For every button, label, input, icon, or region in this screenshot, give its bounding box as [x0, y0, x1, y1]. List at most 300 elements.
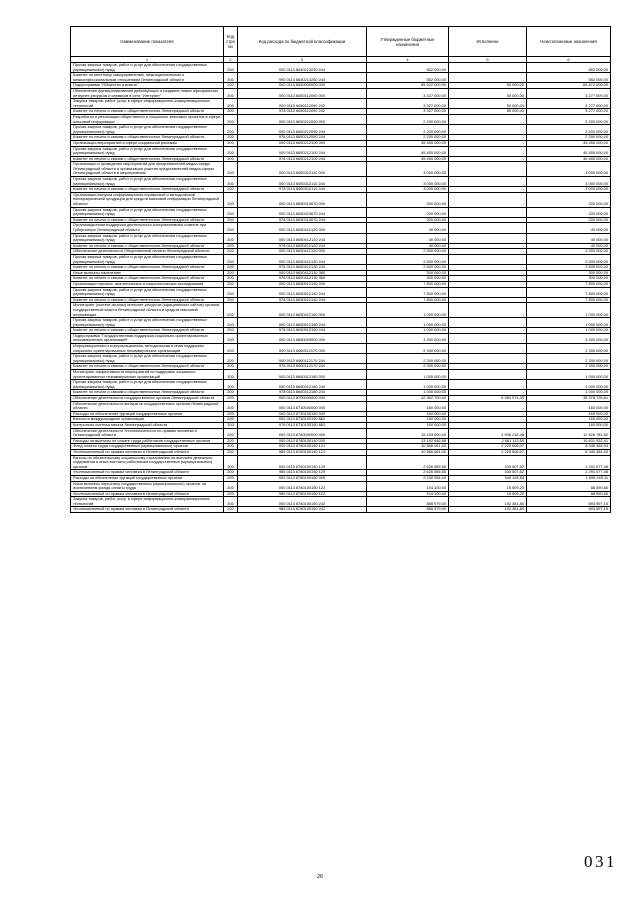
- row-line-code: 200: [224, 455, 238, 470]
- row-name: Комитет по местному самоуправлению, межнациональным и межконфессиональным отношениям Ленинградской области: [71, 73, 224, 83]
- row-name: Прочая закупка товаров, работ и услуг для обеспечения государственных (муниципальных) нужд: [71, 354, 224, 364]
- row-classification-code: 000 0113 6650000000 000: [238, 83, 367, 89]
- row-approved: 40 000,00: [367, 223, 449, 233]
- row-line-code: 200: [224, 396, 238, 402]
- row-line-code: 200: [224, 270, 238, 276]
- row-line-code: 200: [224, 192, 238, 207]
- row-name: Прочая закупка товаров, работ и услуг для обеспечения государственных (муниципальных) нужд: [71, 207, 224, 217]
- table-row: [71, 303, 611, 318]
- row-unexecuted: 45 455 000,00: [527, 140, 611, 146]
- row-approved: 552 000,00: [367, 63, 449, 73]
- row-name: Подпрограмма "Государственная поддержка социально ориентированных некоммерческих организаций": [71, 333, 224, 343]
- table-row: [71, 481, 611, 491]
- row-executed: -: [449, 417, 527, 423]
- row-line-code: 200: [224, 470, 238, 476]
- row-line-code: 200: [224, 344, 238, 354]
- row-executed: 2 225 606,07: [449, 449, 527, 455]
- row-classification-code: 000 0113 6660112170 244: [238, 354, 367, 364]
- row-line-code: 200: [224, 507, 238, 513]
- row-classification-code: 000 0113 6650212090 000: [238, 114, 367, 124]
- row-line-code: 200: [224, 475, 238, 481]
- row-name: Комитет по печати и связям с общественностью Ленинградской области: [71, 364, 224, 370]
- row-name: Прочая закупка товаров, работ и услуг для обеспечения государственных (муниципальных) нужд: [71, 63, 224, 73]
- row-approved: 3 327 000,00: [367, 88, 449, 98]
- row-unexecuted: 3 277 000,00: [527, 109, 611, 115]
- column-header-classification-code: Код расхода по бюджетной классификации: [238, 27, 367, 57]
- row-name: Прочая закупка товаров, работ и услуг для обеспечения государственных (муниципальных) нужд: [71, 318, 224, 328]
- row-approved: 160 000,00: [367, 401, 449, 411]
- row-name: Обеспечение деятельности Уполномоченного по правам человека в Ленинградской области: [71, 428, 224, 438]
- row-line-code: 200: [224, 390, 238, 396]
- row-classification-code: 990 0113 6640213250 244: [238, 73, 367, 83]
- row-unexecuted: 3 277 000,00: [527, 99, 611, 109]
- row-classification-code: 978 0113 6650512150 244: [238, 328, 367, 334]
- table-row: [71, 354, 611, 364]
- budget-execution-table: [70, 26, 611, 513]
- row-name: Мониторинг (контент-анализ) интернет-ресурсов (официальных сайтов) органов государственной власти Ленинградской области и средств массовой информации: [71, 303, 224, 318]
- row-classification-code: 978 0113 6650212100 244: [238, 156, 367, 162]
- row-classification-code: 000 0113 6780000000 000: [238, 428, 367, 438]
- row-line-code: 200: [224, 318, 238, 328]
- row-name: Обеспечение деятельности аппаратов государственных органов Ленинградской области: [71, 401, 224, 411]
- row-classification-code: 000 0113 6650212100 000: [238, 140, 367, 146]
- row-executed: -: [449, 63, 527, 73]
- row-line-code: 200: [224, 303, 238, 318]
- table-row: [71, 162, 611, 177]
- table-row: [71, 428, 611, 438]
- row-name: Расходы на обеспечение функций государственных органов: [71, 475, 224, 481]
- row-classification-code: 000 0113 6640213250 244: [238, 63, 367, 73]
- row-unexecuted: 1 000 000,00: [527, 370, 611, 380]
- row-approved: 3 327 000,00: [367, 99, 449, 109]
- row-name: Закупка товаров, работ, услуг в сфере информационно-коммуникационных технологий: [71, 99, 224, 109]
- row-line-code: 200: [224, 354, 238, 364]
- row-approved: 160 000,00: [367, 422, 449, 428]
- table-row: [71, 318, 611, 328]
- row-line-code: 200: [224, 364, 238, 370]
- column-number: 2: [224, 57, 238, 63]
- row-approved: 3 000 000,00: [367, 187, 449, 193]
- row-name: Комитет по печати и связям с общественностью Ленинградской области: [71, 135, 224, 141]
- row-name: Иные выплаты населению: [71, 270, 224, 276]
- table-row: [71, 344, 611, 354]
- row-unexecuted: 200 000,00: [527, 207, 611, 217]
- row-line-code: 200: [224, 417, 238, 423]
- table-row: [71, 88, 611, 98]
- row-name: Фонд оплаты труда государственных (муниципальных) органов: [71, 444, 224, 450]
- row-name: Комитет по печати и связям с общественностью Ленинградской области: [71, 297, 224, 303]
- row-executed: -: [449, 207, 527, 217]
- row-unexecuted: 200 000,00: [527, 192, 611, 207]
- row-executed: -: [449, 254, 527, 264]
- row-line-code: 200: [224, 73, 238, 83]
- row-line-code: 200: [224, 177, 238, 187]
- table-row: [71, 380, 611, 390]
- row-approved: 300 000,00: [367, 276, 449, 282]
- row-executed: 50 000,00: [449, 83, 527, 89]
- report-sheet: [70, 26, 610, 513]
- row-approved: 3 000 000,00: [367, 162, 449, 177]
- row-unexecuted: 3 300 000,00: [527, 333, 611, 343]
- row-name: Взносы по обязательному социальному страхованию на выплаты денежного содержания и иные выплаты работникам государственных (муниципальных) органов: [71, 455, 224, 470]
- table-row: [71, 114, 611, 124]
- row-classification-code: 978 0113 6650512140 244: [238, 297, 367, 303]
- row-unexecuted: 160 000,00: [527, 422, 611, 428]
- row-approved: 42 362 700,00: [367, 396, 449, 402]
- row-name: Уполномоченный по правам человека в Ленинградской области: [71, 491, 224, 497]
- row-executed: -: [449, 249, 527, 255]
- row-unexecuted: 2 291 077,48: [527, 470, 611, 476]
- row-executed: 50 000,00: [449, 99, 527, 109]
- row-line-code: 200: [224, 297, 238, 303]
- row-unexecuted: 2 300 000,00: [527, 344, 611, 354]
- row-classification-code: 000 0113 6650312110 000: [238, 162, 367, 177]
- row-executed: -: [449, 217, 527, 223]
- table-row: [71, 73, 611, 83]
- row-executed: -: [449, 328, 527, 334]
- archive-stamp-number: 031: [584, 852, 617, 871]
- row-name: Прочая закупка товаров, работ и услуг для обеспечения государственных (муниципальных) нужд: [71, 233, 224, 243]
- row-executed: -: [449, 177, 527, 187]
- row-unexecuted: 40 000,00: [527, 223, 611, 233]
- row-name: Прочая закупка товаров, работ и услуг для обеспечения государственных (муниципальных) нужд: [71, 125, 224, 135]
- row-line-code: 200: [224, 135, 238, 141]
- row-approved: 7 800 000,00: [367, 297, 449, 303]
- row-classification-code: 000 0113 6700000000 000: [238, 396, 367, 402]
- row-name: Расходы на обеспечение функций государственных органов: [71, 411, 224, 417]
- row-classification-code: 978 0113 6650312110 244: [238, 187, 367, 193]
- row-line-code: 200: [224, 444, 238, 450]
- row-classification-code: 000 0113 6730000000 000: [238, 401, 367, 411]
- row-classification-code: 000 0113 6650312110 244: [238, 177, 367, 187]
- row-executed: -: [449, 333, 527, 343]
- row-unexecuted: 88 590,80: [527, 481, 611, 491]
- row-executed: 335 507,52: [449, 470, 527, 476]
- row-line-code: 200: [224, 380, 238, 390]
- row-approved: 1 000 000,00: [367, 303, 449, 318]
- row-name: Уполномоченный по правам человека в Ленинградской области: [71, 449, 224, 455]
- row-classification-code: 000 0113 6650112090 242: [238, 99, 367, 109]
- row-approved: 2 240 264,00: [367, 475, 449, 481]
- row-unexecuted: 3 000 000,00: [527, 177, 611, 187]
- row-approved: 45 455 000,00: [367, 146, 449, 156]
- row-line-code: 200: [224, 140, 238, 146]
- row-unexecuted: 2 291 077,48: [527, 455, 611, 470]
- row-line-code: 200: [224, 223, 238, 233]
- row-unexecuted: 65 872 000,00: [527, 83, 611, 89]
- row-unexecuted: 7 800 000,00: [527, 281, 611, 287]
- row-line-code: 200: [224, 99, 238, 109]
- row-approved: 2 600 000,00: [367, 254, 449, 264]
- row-classification-code: 000 0113 6660000000 000: [238, 333, 367, 343]
- row-approved: 3 327 000,00: [367, 109, 449, 115]
- row-unexecuted: 2 200 000,00: [527, 135, 611, 141]
- row-approved: 2 200 000,00: [367, 125, 449, 135]
- row-approved: 1 000 000,00: [367, 328, 449, 334]
- row-name: Обеспечение функционирования действующих и создание новых официальных интернет-ресурсов и сервисов в сети "Интернет": [71, 88, 224, 98]
- row-line-code: 200: [224, 114, 238, 124]
- row-approved: 10 566 061,00: [367, 444, 449, 450]
- row-name: Уполномоченный по правам человека в Ленинградской области: [71, 470, 224, 476]
- row-unexecuted: 35 378 725,61: [527, 396, 611, 402]
- row-executed: -: [449, 297, 527, 303]
- row-name: Организация научных, аналитических и социологических исследований: [71, 281, 224, 287]
- column-header-approved: Утвержденные бюджетные назначения: [367, 27, 449, 57]
- row-approved: 3 000 000,00: [367, 177, 449, 187]
- row-executed: -: [449, 281, 527, 287]
- row-classification-code: 000 0113 6650512140 244: [238, 287, 367, 297]
- row-name: Комитет по печати и связям с общественностью Ленинградской области: [71, 265, 224, 271]
- row-approved: 7 800 000,00: [367, 281, 449, 287]
- table-row: [71, 125, 611, 135]
- row-approved: 104 100,00: [367, 491, 449, 497]
- table-row: [71, 370, 611, 380]
- row-classification-code: 000 0113 6650412120 000: [238, 223, 367, 233]
- row-name: Комитет по печати и связям с общественностью Ленинградской области: [71, 109, 224, 115]
- row-classification-code: 978 0113 6650212090 244: [238, 135, 367, 141]
- row-name: Контрольно-счетная палата Ленинградской области: [71, 422, 224, 428]
- row-line-code: 200: [224, 401, 238, 411]
- table-row: [71, 507, 611, 513]
- row-approved: 160 000,00: [367, 411, 449, 417]
- column-number: 1: [71, 57, 224, 63]
- row-line-code: 200: [224, 207, 238, 217]
- row-executed: -: [449, 370, 527, 380]
- row-executed: 345 104,84: [449, 475, 527, 481]
- row-approved: 1 000 000,00: [367, 390, 449, 396]
- row-executed: -: [449, 73, 527, 83]
- row-line-code: 200: [224, 481, 238, 491]
- column-header-executed: Исполнено: [449, 27, 527, 57]
- table-row: [71, 192, 611, 207]
- row-approved: 2 200 000,00: [367, 135, 449, 141]
- row-name: Прочая закупка товаров, работ и услуг для обеспечения государственных (муниципальных) нужд: [71, 177, 224, 187]
- row-approved: 45 455 000,00: [367, 140, 449, 146]
- row-executed: 15 509,20: [449, 491, 527, 497]
- row-approved: 2 300 000,00: [367, 344, 449, 354]
- row-approved: 2 600 000,00: [367, 265, 449, 271]
- row-unexecuted: 8 340 454,93: [527, 449, 611, 455]
- row-unexecuted: 7 800 000,00: [527, 297, 611, 303]
- row-line-code: 200: [224, 254, 238, 264]
- row-line-code: 200: [224, 187, 238, 193]
- row-name: Прочая закупка товаров, работ и услуг для обеспечения государственных (муниципальных) нужд: [71, 287, 224, 297]
- row-approved: 885 979,00: [367, 497, 449, 507]
- table-row: [71, 233, 611, 243]
- row-unexecuted: 2 300 000,00: [527, 364, 611, 370]
- row-unexecuted: 45 455 000,00: [527, 146, 611, 156]
- row-executed: 192 381,80: [449, 497, 527, 507]
- row-approved: 40 000,00: [367, 233, 449, 243]
- row-approved: 3 300 000,00: [367, 333, 449, 343]
- row-executed: -: [449, 135, 527, 141]
- row-approved: 200 000,00: [367, 207, 449, 217]
- row-executed: 6 983 974,39: [449, 396, 527, 402]
- row-unexecuted: 2 900 000,00: [527, 249, 611, 255]
- row-approved: 45 455 000,00: [367, 156, 449, 162]
- row-executed: -: [449, 344, 527, 354]
- row-line-code: 200: [224, 265, 238, 271]
- row-executed: -: [449, 411, 527, 417]
- row-unexecuted: 3 000 000,00: [527, 187, 611, 193]
- column-number: 5: [449, 57, 527, 63]
- row-approved: 160 000,00: [367, 417, 449, 423]
- row-classification-code: 000 0113 6660312180 000: [238, 370, 367, 380]
- row-classification-code: 000 0113 6780100150 000: [238, 475, 367, 481]
- row-approved: 2 300 000,00: [367, 364, 449, 370]
- row-executed: -: [449, 162, 527, 177]
- row-approved: 10 566 061,00: [367, 449, 449, 455]
- row-classification-code: 000 0113 6650512140 000: [238, 281, 367, 287]
- row-executed: -: [449, 303, 527, 318]
- row-approved: 104 100,00: [367, 481, 449, 491]
- row-unexecuted: 1 000 000,00: [527, 390, 611, 396]
- row-executed: 335 507,52: [449, 455, 527, 470]
- row-approved: 15 433 000,00: [367, 428, 449, 438]
- row-classification-code: 978 0113 6650112090 242: [238, 109, 367, 115]
- row-executed: -: [449, 422, 527, 428]
- row-classification-code: 978 0113 6650412130 360: [238, 276, 367, 282]
- row-classification-code: 978 0113 6650412120 244: [238, 243, 367, 249]
- row-approved: 2 200 000,00: [367, 114, 449, 124]
- row-executed: -: [449, 223, 527, 233]
- row-line-code: 200: [224, 370, 238, 380]
- row-unexecuted: 3 000 000,00: [527, 162, 611, 177]
- row-line-code: 200: [224, 146, 238, 156]
- row-classification-code: 985 0113 6780100140 129: [238, 470, 367, 476]
- row-name: Информационная и консультационная, методическая и иная поддержка социально ориентированных некоммерческих организаций: [71, 344, 224, 354]
- row-name: Взносы в международные организации: [71, 417, 224, 423]
- row-name: Уполномоченный по правам человека в Ленинградской области: [71, 507, 224, 513]
- row-executed: 2 561 113,59: [449, 438, 527, 444]
- row-unexecuted: 12 526 781,52: [527, 428, 611, 438]
- row-unexecuted: 300 000,00: [527, 276, 611, 282]
- row-name: Комитет по печати и связям с общественностью Ленинградской области: [71, 328, 224, 334]
- row-executed: -: [449, 140, 527, 146]
- row-unexecuted: 88 590,80: [527, 491, 611, 497]
- row-classification-code: 978 0113 6660112170 244: [238, 364, 367, 370]
- row-classification-code: 000 0113 6650412130 244: [238, 254, 367, 264]
- row-executed: -: [449, 265, 527, 271]
- row-unexecuted: 693 597,15: [527, 507, 611, 513]
- row-unexecuted: 2 600 000,00: [527, 254, 611, 264]
- row-classification-code: 000 0113 6650212090 244: [238, 125, 367, 135]
- row-classification-code: 985 0113 6780100150 242: [238, 507, 367, 513]
- row-approved: 1 000 000,00: [367, 380, 449, 390]
- row-classification-code: 000 0113 6650512150 000: [238, 303, 367, 318]
- row-line-code: 200: [224, 497, 238, 507]
- row-unexecuted: 1 895 249,11: [527, 475, 611, 481]
- table-body: [71, 63, 611, 513]
- row-unexecuted: 3 277 000,00: [527, 88, 611, 98]
- row-approved: 7 800 000,00: [367, 287, 449, 297]
- row-classification-code: 985 0113 6780100150 122: [238, 491, 367, 497]
- table-header-row: [71, 27, 611, 57]
- row-classification-code: 000 0113 6650313670 244: [238, 207, 367, 217]
- row-line-code: 200: [224, 217, 238, 223]
- row-executed: -: [449, 270, 527, 276]
- row-unexecuted: 160 000,00: [527, 411, 611, 417]
- column-number: 4: [367, 57, 449, 63]
- row-classification-code: 000 0113 6780100150 242: [238, 497, 367, 507]
- row-approved: 2 300 000,00: [367, 354, 449, 364]
- row-classification-code: 000 0113 6730100150 000: [238, 411, 367, 417]
- row-executed: 50 000,00: [449, 109, 527, 115]
- row-unexecuted: 10 631 532,41: [527, 438, 611, 444]
- row-line-code: 200: [224, 449, 238, 455]
- row-executed: -: [449, 364, 527, 370]
- row-name: Обеспечение деятельности Общественной палаты Ленинградской области: [71, 249, 224, 255]
- column-header-unexecuted: Неисполненные назначения: [527, 27, 611, 57]
- row-line-code: 200: [224, 249, 238, 255]
- row-line-code: 200: [224, 438, 238, 444]
- row-executed: -: [449, 146, 527, 156]
- table-row: [71, 146, 611, 156]
- row-classification-code: 000 0113 6650112090 000: [238, 88, 367, 98]
- table-row: [71, 207, 611, 217]
- row-approved: 2 900 000,00: [367, 249, 449, 255]
- table-row: [71, 254, 611, 264]
- row-executed: -: [449, 233, 527, 243]
- row-classification-code: 000 0113 6660312180 244: [238, 380, 367, 390]
- row-approved: 200 000,00: [367, 217, 449, 223]
- row-unexecuted: 40 000,00: [527, 243, 611, 249]
- row-name: Организация выпуска информационно-справочной и методической полиграфической продукции для средств массовой информации Ленинградской области: [71, 192, 224, 207]
- row-executed: 192 381,80: [449, 507, 527, 513]
- row-name: Прочая закупка товаров, работ и услуг для обеспечения государственных (муниципальных) нужд: [71, 254, 224, 264]
- table-row: [71, 455, 611, 470]
- table-row: [71, 497, 611, 507]
- row-name: Разработка и реализация общественно и социально значимых проектов в сфере массовой информации: [71, 114, 224, 124]
- row-executed: -: [449, 276, 527, 282]
- row-classification-code: 000 0113 6650412120 244: [238, 233, 367, 243]
- row-approved: 300 000,00: [367, 270, 449, 276]
- row-unexecuted: 7 800 000,00: [527, 287, 611, 297]
- row-executed: -: [449, 318, 527, 328]
- row-line-code: 200: [224, 88, 238, 98]
- row-executed: -: [449, 156, 527, 162]
- row-name: Подпрограмма "Общество и власть": [71, 83, 224, 89]
- row-classification-code: 000 0113 6780100140 129: [238, 455, 367, 470]
- row-line-code: 200: [224, 333, 238, 343]
- row-unexecuted: 2 300 000,00: [527, 354, 611, 364]
- row-name: Комитет по печати и связям с общественностью Ленинградской области: [71, 276, 224, 282]
- row-line-code: 200: [224, 83, 238, 89]
- row-name: Расходы на выплаты по оплате труда работников государственных органов: [71, 438, 224, 444]
- row-unexecuted: 200 000,00: [527, 217, 611, 223]
- row-executed: -: [449, 187, 527, 193]
- row-unexecuted: 552 000,00: [527, 73, 611, 83]
- row-line-code: 200: [224, 281, 238, 287]
- row-approved: 2 626 585,56: [367, 455, 449, 470]
- column-number: 3: [238, 57, 367, 63]
- row-classification-code: 000 0113 6780100140 121: [238, 444, 367, 450]
- row-classification-code: 000 0113 6650512150 244: [238, 318, 367, 328]
- row-name: Организация мероприятий в сфере социальной рекламы: [71, 140, 224, 146]
- row-line-code: 200: [224, 162, 238, 177]
- row-line-code: 200: [224, 411, 238, 417]
- row-unexecuted: 2 200 000,00: [527, 114, 611, 124]
- row-unexecuted: 45 455 000,00: [527, 156, 611, 162]
- table-row: [71, 177, 611, 187]
- row-line-code: 200: [224, 233, 238, 243]
- row-executed: 2 906 218,48: [449, 428, 527, 438]
- page-number: 26: [316, 874, 324, 880]
- row-name: Комитет по печати и связям с общественностью Ленинградской области: [71, 217, 224, 223]
- row-executed: -: [449, 192, 527, 207]
- row-line-code: 200: [224, 109, 238, 115]
- row-approved: 1 000 000,00: [367, 318, 449, 328]
